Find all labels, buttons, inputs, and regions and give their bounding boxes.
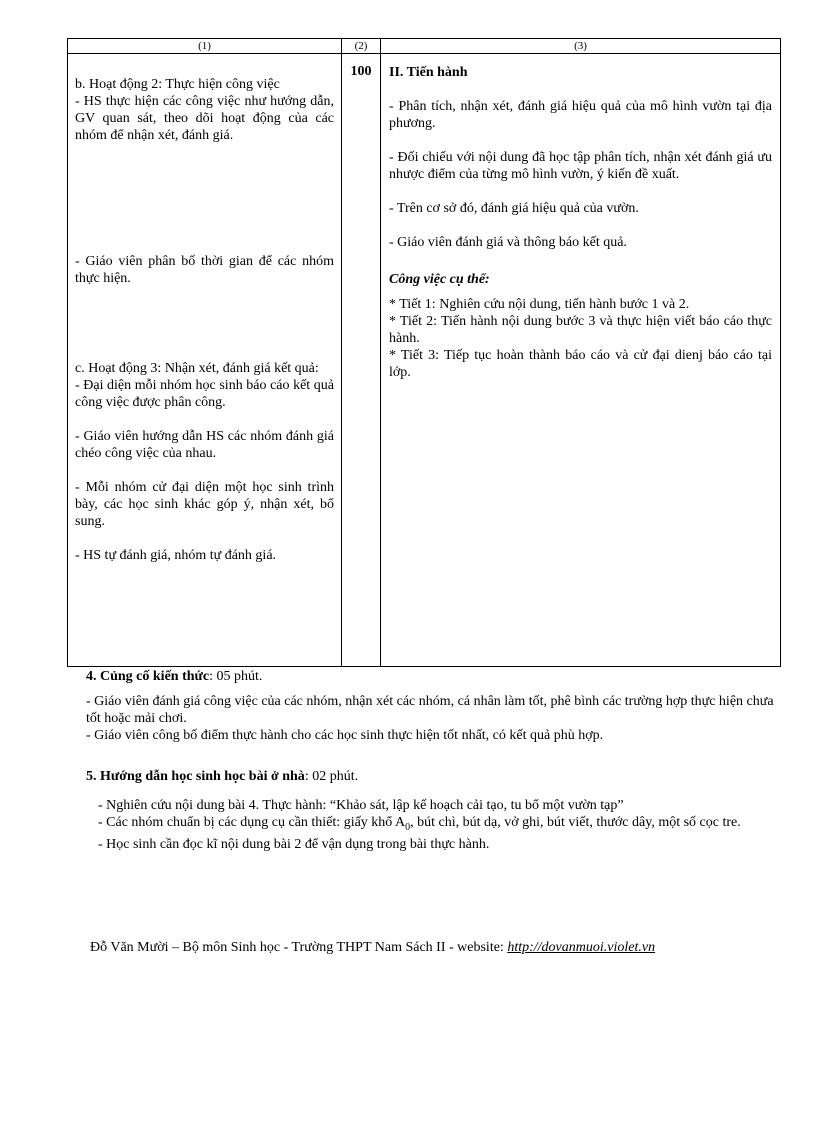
activity2-time-text: - Giáo viên phân bố thời gian để các nhóm thực hiện.: [75, 254, 334, 286]
activity3-text-1: - Đại diện mỗi nhóm học sinh báo cáo kết quả công việc được phân công.: [75, 378, 334, 410]
content-text-3: - Trên cơ sở đó, đánh giá hiệu quả của vườn.: [389, 201, 639, 216]
content-text-4: - Giáo viên đánh giá và thông báo kết quả.: [389, 235, 627, 250]
section4-body: [86, 693, 776, 744]
column-header-3: (3): [381, 39, 781, 54]
period-3-text: * Tiết 3: Tiếp tục hoàn thành báo cáo và cử đại dienj báo cáo tại lớp.: [389, 348, 772, 380]
teacher-student-activities-cell: [68, 54, 342, 667]
time-value: 100: [350, 64, 372, 79]
page-footer: [90, 939, 770, 956]
section5-text-2: - Các nhóm chuẩn bị các dụng cụ cần thiết: giấy khổ $A_0$, bút chì, bút dạ, vở ghi, bút viết, thước dây, một số cọc tre.: [98, 815, 741, 833]
table-header-row: [68, 39, 781, 54]
lesson-table: [67, 38, 781, 667]
section4-time: : 05 phút.: [209, 669, 263, 684]
column-header-1: (1): [68, 39, 342, 54]
footer-text: Đỗ Văn Mười – Bộ môn Sinh học - Trường THPT Nam Sách II - website:: [90, 940, 508, 955]
section4-heading: [86, 668, 776, 685]
content-cell: [381, 54, 781, 667]
column-header-2: (2): [342, 39, 381, 54]
specific-tasks-title: Công việc cụ thể:: [389, 272, 490, 287]
section5-text-1: - Nghiên cứu nội dung bài 4. Thực hành: “Khảo sát, lập kế hoạch cải tạo, tu bổ một vườn tạp”: [98, 798, 624, 813]
time-cell: [342, 54, 381, 667]
activity2-title: b. Hoạt động 2: Thực hiện công việc: [75, 77, 280, 92]
content-text-2: - Đối chiếu với nội dung đã học tập phân tích, nhận xét đánh giá ưu nhược điểm của từng mô hình vườn, ý kiến đề xuất.: [389, 150, 772, 182]
section5-time: : 02 phút.: [304, 769, 359, 784]
period-1-text: * Tiết 1: Nghiên cứu nội dung, tiến hành bước 1 và 2.: [389, 297, 690, 312]
activity2-text: - HS thực hiện các công việc như hướng dẫn, GV quan sát, theo dõi hoạt động của các nhóm để nhận xét, đánh giá.: [75, 94, 334, 143]
section5-title: 5. Hướng dẫn học sinh học bài ở nhà: [86, 769, 305, 784]
section4-text-1: - Giáo viên đánh giá công việc của các nhóm, nhận xét các nhóm, cá nhân làm tốt, phê bình các trường hợp thực hiện chưa tốt hoặc mải chơi.: [86, 694, 774, 726]
section4-text-2: - Giáo viên công bố điểm thực hành cho các học sinh thực hiện tốt nhất, có kết quả phù hợp.: [86, 728, 604, 743]
period-2-text: * Tiết 2: Tiến hành nội dung bước 3 và thực hiện viết báo cáo thực hành.: [389, 314, 772, 346]
activity3-title: c. Hoạt động 3: Nhận xét, đánh giá kết quả:: [75, 361, 319, 376]
section5-text-3: - Học sinh cần đọc kĩ nội dung bài 2 để vận dụng trong bài thực hành.: [98, 836, 490, 852]
section-heading: II. Tiến hành: [389, 65, 468, 80]
section4-title: 4. Củng cố kiến thức: [86, 669, 210, 684]
activity3-text-2: - Giáo viên hướng dẫn HS các nhóm đánh giá chéo công việc của nhau.: [75, 429, 334, 461]
table-row: [68, 54, 781, 667]
section5-heading: [86, 768, 776, 785]
content-text-1: - Phân tích, nhận xét, đánh giá hiệu quả của mô hình vườn tại địa phương.: [389, 99, 772, 131]
section5-body: [98, 797, 770, 853]
activity3-text-4: - HS tự đánh giá, nhóm tự đánh giá.: [75, 548, 277, 563]
website-link[interactable]: http://dovanmuoi.violet.vn: [507, 940, 656, 955]
activity3-text-3: - Mỗi nhóm cử đại diện một học sinh trình bày, các học sinh khác góp ý, nhận xét, bổ sung.: [75, 480, 334, 529]
